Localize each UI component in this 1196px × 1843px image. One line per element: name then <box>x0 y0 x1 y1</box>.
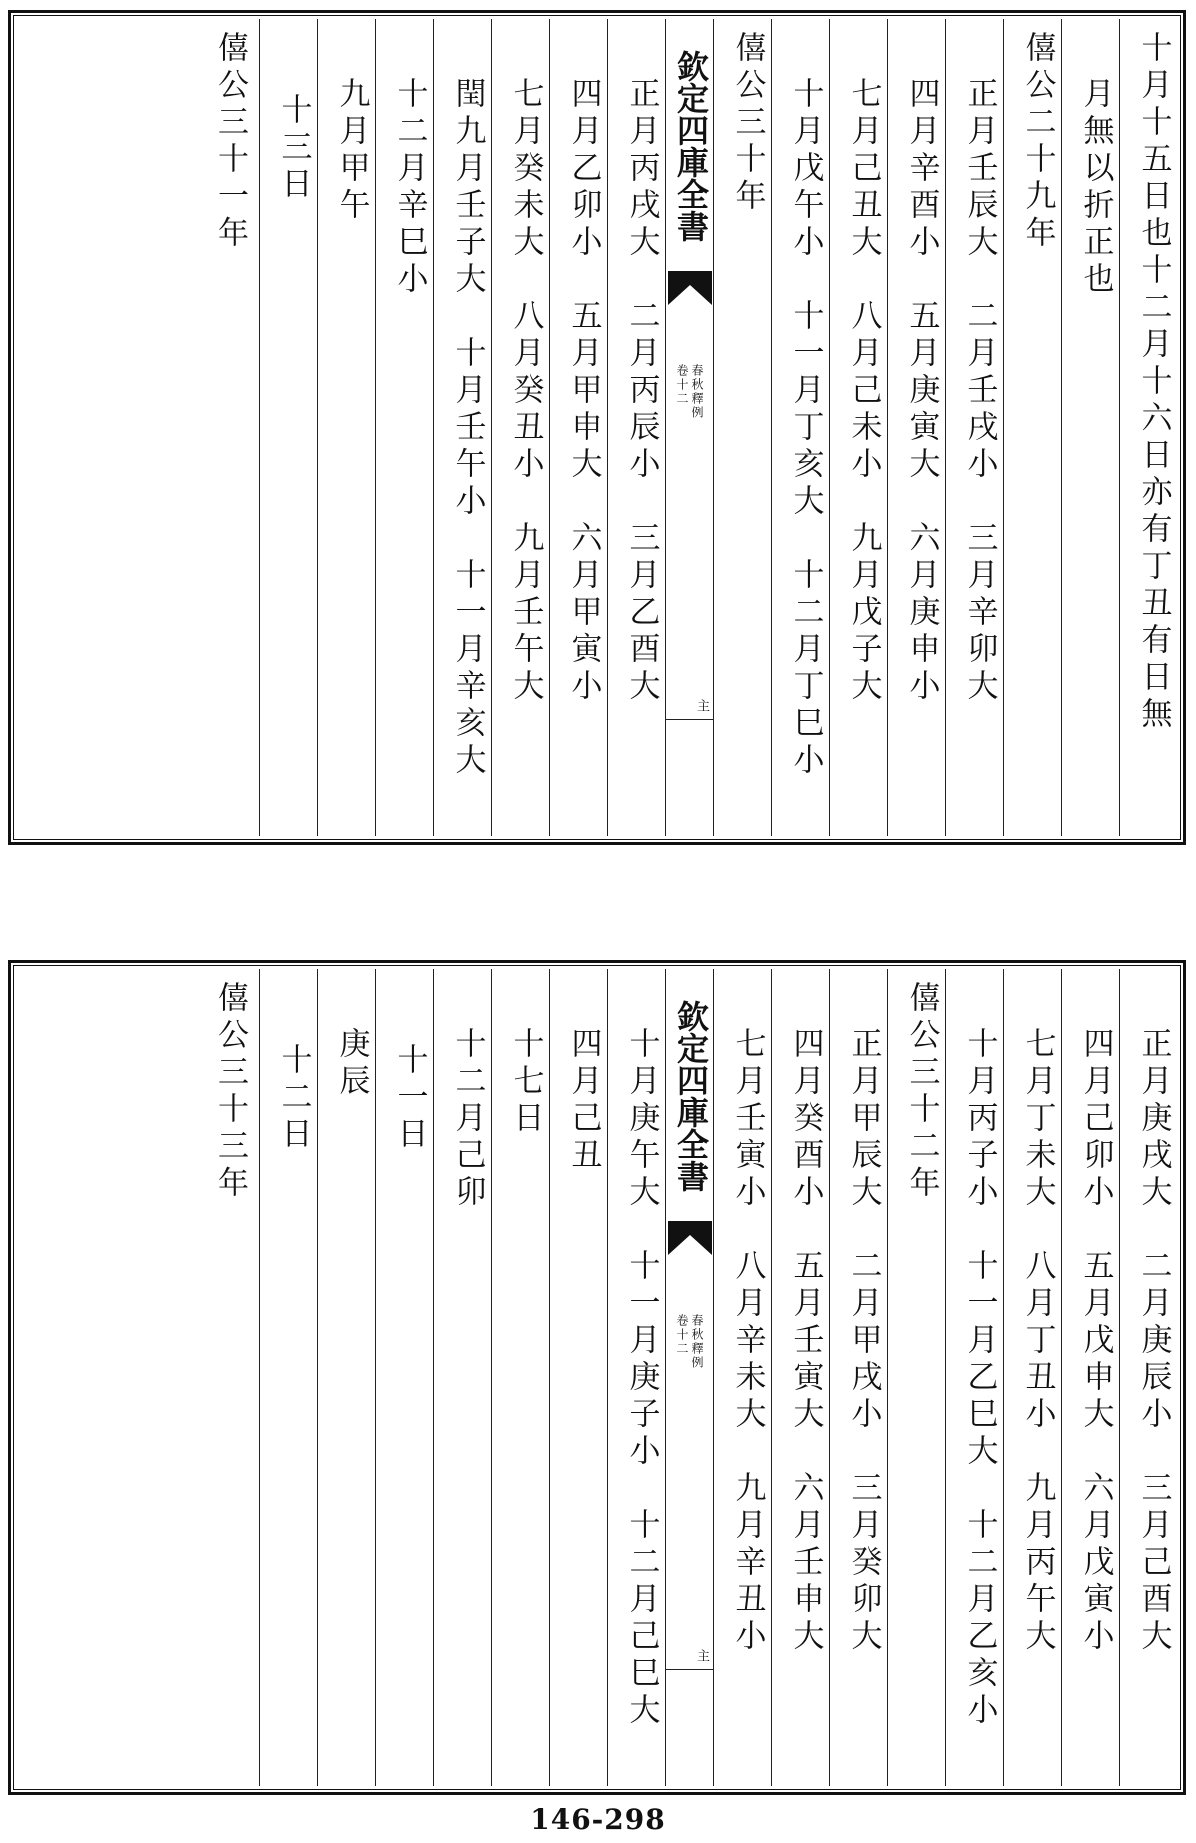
leaf-number: 主 <box>694 699 709 712</box>
bottom-columns <box>17 969 1177 1786</box>
text-column <box>317 19 375 836</box>
column-text: 十二月辛巳小 <box>391 77 428 299</box>
text-column <box>1003 969 1061 1786</box>
text-column <box>1119 19 1177 836</box>
text-column <box>887 19 945 836</box>
column-text: 九月甲午 <box>333 77 370 225</box>
year-heading: 僖公二十九年 <box>1019 31 1056 253</box>
text-column <box>945 19 1003 836</box>
volume-subtitle: 春秋釋例 卷十二 <box>675 364 704 420</box>
text-column <box>607 19 665 836</box>
year-heading: 僖公三十一年 <box>212 31 248 253</box>
column-text: 十月十五日也十二月十六日亦有丁丑有日無 <box>1135 31 1172 734</box>
text-column <box>375 19 433 836</box>
year-heading: 僖公三十三年 <box>212 981 248 1203</box>
year-heading-column <box>201 969 259 1786</box>
column-text: 四月乙卯小 五月甲申大 六月甲寅小 <box>565 77 602 706</box>
text-column <box>549 19 607 836</box>
text-column <box>829 19 887 836</box>
column-text: 十月戊午小 十一月丁亥大 十二月丁巳小 <box>787 77 824 780</box>
text-column <box>771 969 829 1786</box>
text-column <box>491 19 549 836</box>
year-heading-column <box>887 969 945 1786</box>
text-column <box>1061 969 1119 1786</box>
column-text: 七月己丑大 八月己未小 九月戊子大 <box>845 77 882 706</box>
text-column <box>375 969 433 1786</box>
year-heading-column <box>713 19 771 836</box>
column-text: 十七日 <box>507 1027 544 1138</box>
text-column <box>1119 969 1177 1786</box>
fish-tail-mark-icon <box>668 271 712 305</box>
text-column <box>549 969 607 1786</box>
column-text: 十一日 <box>391 1043 428 1154</box>
text-column <box>259 969 317 1786</box>
banner-divider <box>666 1669 713 1670</box>
column-text: 十三日 <box>275 93 312 204</box>
column-text: 正月庚戌大 二月庚辰小 三月己酉大 <box>1135 1027 1172 1656</box>
text-column <box>433 969 491 1786</box>
year-heading-column <box>201 19 259 836</box>
text-column <box>829 969 887 1786</box>
center-banner <box>665 969 713 1786</box>
book-title: 欽定四庫全書 <box>672 1000 710 1192</box>
text-column <box>713 969 771 1786</box>
column-text: 正月壬辰大 二月壬戌小 三月辛卯大 <box>961 77 998 706</box>
column-text: 四月癸酉小 五月壬寅大 六月壬申大 <box>787 1027 824 1656</box>
leaf-number: 主 <box>694 1649 709 1662</box>
column-text: 十二月己卯 <box>449 1027 486 1212</box>
year-heading: 僖公三十二年 <box>903 981 940 1203</box>
column-text: 正月甲辰大 二月甲戌小 三月癸卯大 <box>845 1027 882 1656</box>
column-text: 四月己卯小 五月戊申大 六月戊寅小 <box>1077 1027 1114 1656</box>
column-text: 閏九月壬子大 十月壬午小 十一月辛亥大 <box>449 77 486 780</box>
volume-subtitle: 春秋釋例 卷十二 <box>675 1314 704 1370</box>
text-column <box>771 19 829 836</box>
column-text: 正月丙戌大 二月丙辰小 三月乙酉大 <box>623 77 660 706</box>
text-column <box>607 969 665 1786</box>
text-column <box>1061 19 1119 836</box>
column-text: 七月壬寅小 八月辛未大 九月辛丑小 <box>729 1027 766 1656</box>
column-text: 十月庚午大 十一月庚子小 十二月己巳大 <box>623 1027 660 1730</box>
column-text: 七月癸未大 八月癸丑小 九月壬午大 <box>507 77 544 706</box>
column-text: 月無以折正也 <box>1077 77 1114 299</box>
page-number: 146-298 <box>530 1803 666 1836</box>
column-text: 七月丁未大 八月丁丑小 九月丙午大 <box>1019 1027 1056 1656</box>
fish-tail-mark-icon <box>668 1221 712 1255</box>
column-text: 四月己丑 <box>565 1027 602 1175</box>
text-column <box>433 19 491 836</box>
column-text: 四月辛酉小 五月庚寅大 六月庚申小 <box>903 77 940 706</box>
center-banner <box>665 19 713 836</box>
text-column <box>945 969 1003 1786</box>
text-column <box>317 969 375 1786</box>
year-heading-column <box>1003 19 1061 836</box>
column-text: 十月丙子小 十一月乙巳大 十二月乙亥小 <box>961 1027 998 1730</box>
text-column <box>491 969 549 1786</box>
year-heading: 僖公三十年 <box>729 31 766 216</box>
column-text: 庚辰 <box>333 1027 370 1101</box>
column-text: 十二日 <box>275 1043 312 1154</box>
banner-divider <box>666 719 713 720</box>
top-page <box>8 10 1186 845</box>
book-title: 欽定四庫全書 <box>672 50 710 242</box>
text-column <box>259 19 317 836</box>
top-columns <box>17 19 1177 836</box>
bottom-page <box>8 960 1186 1795</box>
